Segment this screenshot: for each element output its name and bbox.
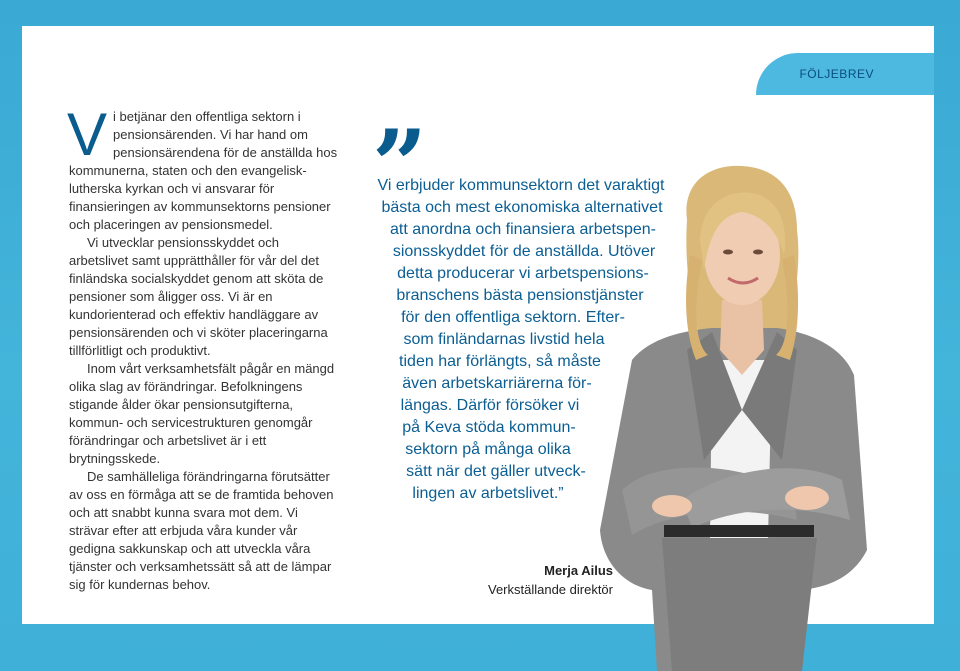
portrait-eye bbox=[723, 250, 733, 255]
portrait-photo bbox=[592, 160, 872, 671]
quote-line: för den offentliga sektorn. Efter- bbox=[401, 309, 625, 326]
article-paragraph: De samhälleliga förändringarna förutsätter av oss en förmåga att se de framtida behoven och att snabbt kunna svara mot dem. Vi strävar efter att erbjuda våra kunder vår gedigna sakkunskap och att utveckla våra tjänster och verksamhetssätt så att de lämpar sig för kundernas behov. bbox=[69, 469, 334, 592]
quote-line: på Keva stöda kommun- bbox=[402, 419, 576, 436]
quote-mark-icon: ” bbox=[372, 109, 420, 222]
signature-name: Merja Ailus bbox=[544, 563, 613, 578]
portrait-belt bbox=[664, 525, 814, 537]
article-paragraph: Vi utvecklar pensionsskyddet och arbetslivet samt upprätthåller för vår del det finländska socialskyddet genom att sköta de pensioner som åligger oss. Vi är en kundorienterad och effektiv handläggare av pensionsärenden och vi sköter placeringarna tillförlitligt och produktivt. bbox=[69, 235, 328, 358]
quote-line: branschens bästa pensionstjänster bbox=[396, 287, 644, 304]
quote-line: lingen av arbetslivet.” bbox=[412, 485, 564, 502]
quote-line: tiden har förlängts, så måste bbox=[399, 353, 601, 370]
quote-line: sätt när det gäller utveck- bbox=[406, 463, 586, 480]
quote-line: bästa och mest ekonomiska alternativet bbox=[381, 199, 663, 216]
signature-title: Verkställande direktör bbox=[487, 582, 613, 597]
quote-line: längas. Därför försöker vi bbox=[400, 397, 580, 414]
section-label: FÖLJEBREV bbox=[756, 53, 934, 95]
quote-line: sionsskyddet för de anställda. Utöver bbox=[392, 243, 656, 260]
quote-line: sektorn på många olika bbox=[405, 441, 571, 458]
article-paragraph: Inom vårt verksamhetsfält pågår en mängd olika slag av förändringar. Befolkningens stigande ålder ökar pensionsutgifterna, kommun- och servicestrukturen genomgår förändringar och arbetslivet är i ett brytningsskede. bbox=[69, 361, 335, 466]
quote-line: detta producerar vi arbetspensions- bbox=[397, 265, 649, 282]
article-paragraph: i betjänar den offentliga sektorn i pensionsärenden. Vi har hand om pensionsärendena för de anställda hos kommunerna, staten och den evangelisk-lutherska kyrkan och vi ansvarar för finansieringen av kommunsektorns pensioner och placeringen av pensionsmedel. bbox=[69, 109, 338, 232]
quote-line: även arbetskarriärerna för- bbox=[402, 375, 592, 392]
quote-line: att anordna och finansiera arbetspen- bbox=[390, 221, 656, 238]
drop-cap: V bbox=[67, 101, 108, 168]
portrait-hand bbox=[652, 495, 692, 517]
quote-line: Vi erbjuder kommunsektorn det varaktigt bbox=[377, 177, 665, 194]
portrait-hand bbox=[785, 486, 829, 510]
portrait-eye bbox=[753, 250, 763, 255]
portrait-trousers bbox=[662, 538, 817, 671]
quote-line: som finländarnas livstid hela bbox=[403, 331, 605, 348]
